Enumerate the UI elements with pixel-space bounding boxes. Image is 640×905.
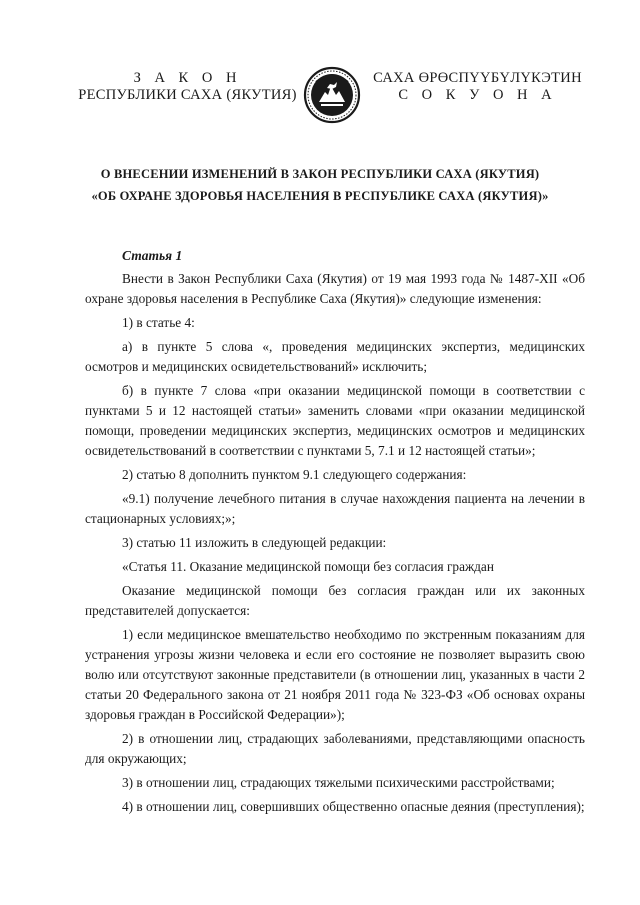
paragraph: 3) статью 11 изложить в следующей редакции:	[122, 535, 387, 550]
title-line-2: «ОБ ОХРАНЕ ЗДОРОВЬЯ НАСЕЛЕНИЯ В РЕСПУБЛИКЕ САХА (ЯКУТИЯ)»	[91, 189, 549, 203]
paragraph: 2) статью 8 дополнить пунктом 9.1 следующего содержания:	[122, 467, 467, 482]
header-left	[70, 70, 305, 104]
paragraph: б) в пункте 7 слова «при оказании медицинской помощи в соответствии с пунктами 5 и 12 настоящей статьи» заменить словами «при оказании медицинской помощи, проведении медицинских экспертиз, медицинских осмотров и медицинских освидетельствований в соответствии с пунктами 5, 7.1 и 12 настоящей статьи»;	[85, 383, 585, 458]
paragraph: 1) в статье 4:	[122, 315, 195, 330]
document-title	[0, 163, 640, 207]
document-header	[0, 62, 640, 128]
paragraph: Оказание медицинской помощи без согласия граждан или их законных представителей допускается:	[85, 583, 585, 618]
paragraph: «Статья 11. Оказание медицинской помощи без согласия граждан	[122, 559, 494, 574]
header-republic-name-sakha: САХА ӨРӨСПҮҮБҮЛҮКЭТИН	[373, 70, 582, 86]
sakha-emblem-icon	[303, 62, 361, 128]
header-law-label-sakha: С О К У О Н А	[398, 87, 557, 103]
paragraph: 3) в отношении лиц, страдающих тяжелыми психическими расстройствами;	[122, 775, 555, 790]
paragraph: «9.1) получение лечебного питания в случае нахождения пациента на лечении в стационарных условиях;»;	[85, 491, 585, 526]
header-republic-name: РЕСПУБЛИКИ САХА (ЯКУТИЯ)	[78, 87, 297, 103]
paragraph: 1) если медицинское вмешательство необходимо по экстренным показаниям для устранения угрозы жизни человека и если его состояние не позволяет выразить свою волю или отсутствуют законные представители (в отношении лиц, указанных в части 2 статьи 20 Федерального закона от 21 ноября 2011 года № 323-ФЗ «Об основах охраны здоровья граждан в Российской Федерации»);	[85, 627, 585, 722]
header-right	[365, 70, 590, 104]
article-heading: Статья 1	[122, 248, 183, 263]
paragraph: 2) в отношении лиц, страдающих заболеваниями, представляющими опасность для окружающих;	[85, 731, 585, 766]
paragraph: а) в пункте 5 слова «, проведения медицинских экспертиз, медицинских осмотров и медицинских освидетельствований» исключить;	[85, 339, 585, 374]
title-line-1: О ВНЕСЕНИИ ИЗМЕНЕНИЙ В ЗАКОН РЕСПУБЛИКИ САХА (ЯКУТИЯ)	[100, 167, 540, 181]
paragraph: Внести в Закон Республики Саха (Якутия) от 19 мая 1993 года № 1487-XII «Об охране здоровья населения в Республике Саха (Якутия)» следующие изменения:	[85, 271, 585, 306]
paragraph: 4) в отношении лиц, совершивших общественно опасные деяния (преступления);	[122, 799, 585, 814]
header-law-label: З А К О Н	[133, 70, 242, 86]
document-body	[85, 246, 585, 821]
